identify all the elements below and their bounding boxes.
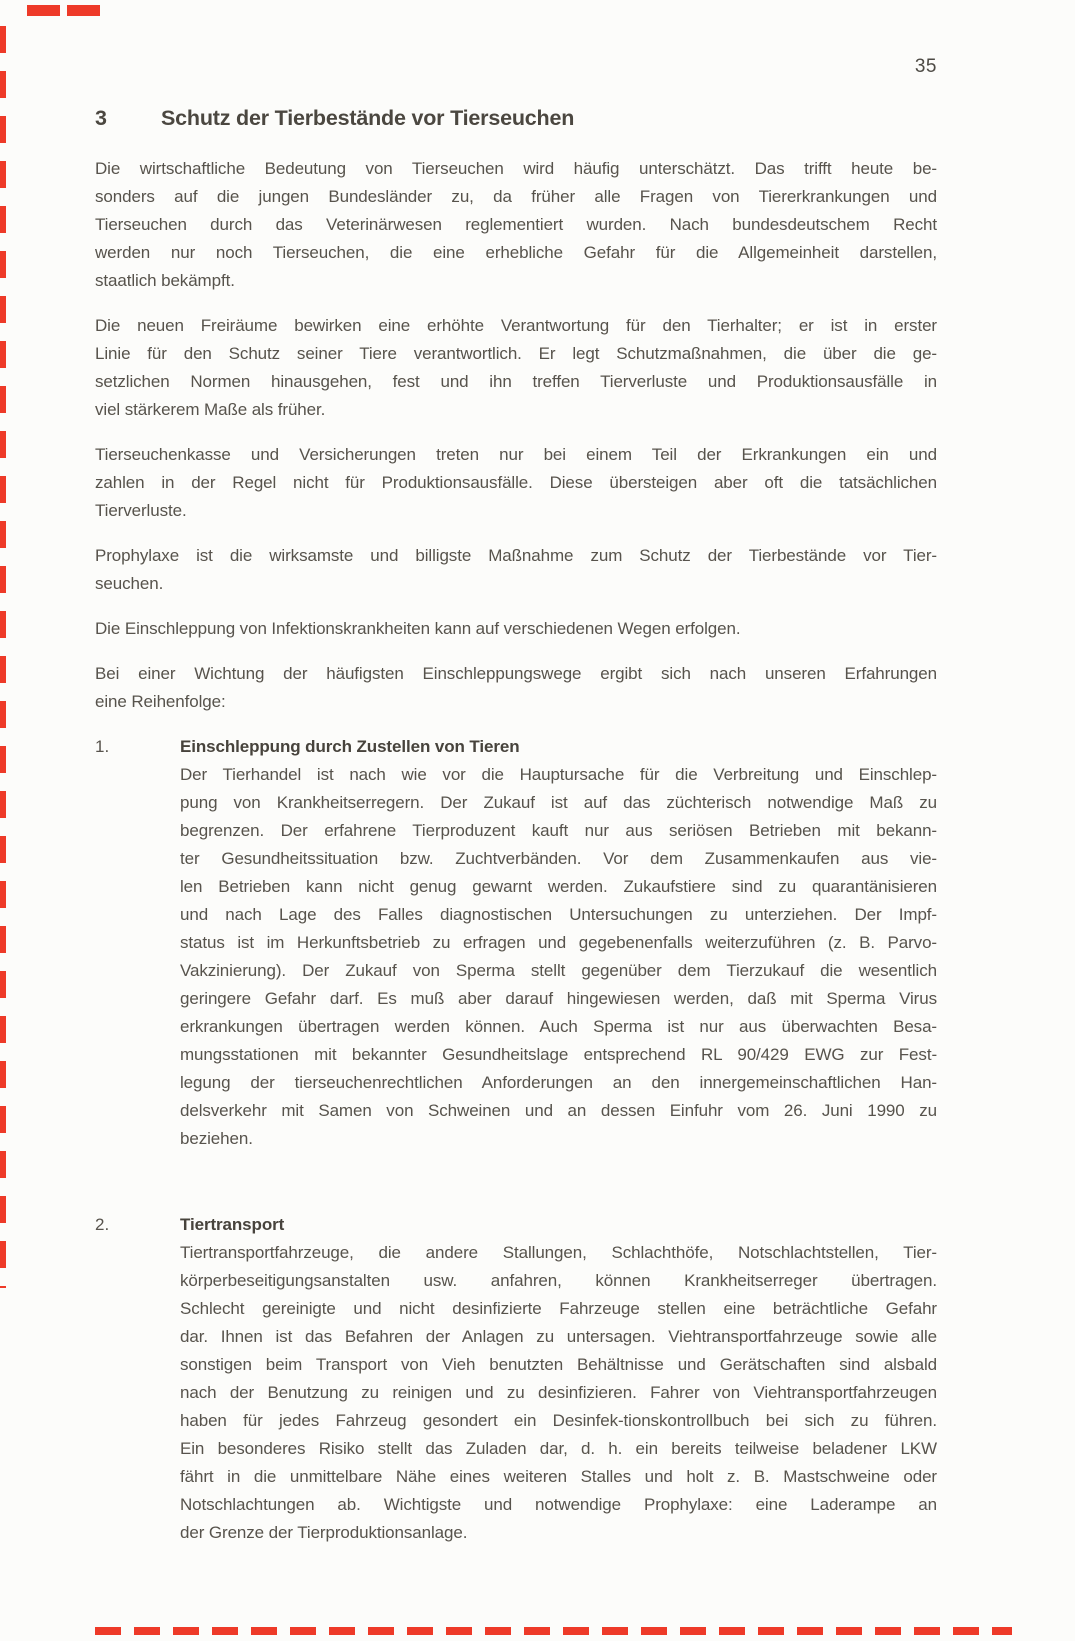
list-item-2-body: [180, 1211, 937, 1547]
text-line: setzlichen Normen hinausgehen, fest und ihn treffen Tierverluste und Produktionsausfälle in: [95, 372, 937, 391]
scan-mark-top-left: [27, 5, 100, 16]
list-item-2-number: 2.: [95, 1215, 110, 1234]
text-line: Vakzinierung). Der Zukauf von Sperma stellt gegenüber dem Tierzukauf die wesentlich: [180, 961, 937, 980]
page-content: [95, 56, 937, 1547]
text-line: Die Einschleppung von Infektionskrankheiten kann auf verschiedenen Wegen erfolgen.: [95, 619, 741, 638]
text-line: nach der Benutzung zu reinigen und zu desinfizieren. Fahrer von Viehtransportfahrzeugen: [180, 1383, 937, 1402]
text-line: haben für jedes Fahrzeug gesondert ein Desinfek-tionskontrollbuch bei sich zu führen.: [180, 1411, 937, 1430]
text-line: Ein besonderes Risiko stellt das Zuladen dar, d. h. ein bereits teilweise beladener LKW: [180, 1439, 937, 1458]
text-line: Bei einer Wichtung der häufigsten Einschleppungswege ergibt sich nach unseren Erfahrungen: [95, 664, 937, 683]
page-number: 35: [914, 56, 937, 77]
text-line: werden nur noch Tierseuchen, die eine erhebliche Gefahr für die Allgemeinheit darstellen,: [95, 243, 937, 262]
list-item-1-title: Einschleppung durch Zustellen von Tieren: [180, 737, 520, 756]
paragraph-5: [95, 615, 937, 643]
list-item-1-text: [180, 761, 937, 1153]
text-line: ter Gesundheitssituation bzw. Zuchtverbänden. Vor dem Zusammenkaufen aus vie-: [180, 849, 937, 868]
body-paragraphs: [95, 155, 937, 716]
text-line: Notschlachtungen ab. Wichtigste und notwendige Prophylaxe: eine Laderampe an: [180, 1495, 937, 1514]
scan-mark-left-edge: [0, 26, 6, 1288]
text-line: Tierseuchenkasse und Versicherungen treten nur bei einem Teil der Erkrankungen ein und: [95, 445, 937, 464]
text-line: Tierverluste.: [95, 501, 187, 520]
text-line: sonders auf die jungen Bundesländer zu, da früher alle Fragen von Tiererkrankungen und: [95, 187, 937, 206]
list-item-2: [95, 1211, 937, 1547]
text-line: geringere Gefahr darf. Es muß aber darauf hingewiesen werden, daß mit Sperma Virus: [180, 989, 937, 1008]
text-line: Der Tierhandel ist nach wie vor die Hauptursache für die Verbreitung und Einschlep-: [180, 765, 937, 784]
text-line: Prophylaxe ist die wirksamste und billigste Maßnahme zum Schutz der Tierbestände vor Tier-: [95, 546, 937, 565]
list-item-1-body: [180, 733, 937, 1153]
list-item-2-text: [180, 1239, 937, 1547]
text-line: zahlen in der Regel nicht für Produktionsausfälle. Diese übersteigen aber oft die tatsächlichen: [95, 473, 937, 492]
text-line: seuchen.: [95, 574, 164, 593]
list-item-1-number: 1.: [95, 737, 110, 756]
section-title: Schutz der Tierbestände vor Tierseuchen: [161, 106, 575, 130]
text-line: eine Reihenfolge:: [95, 692, 226, 711]
section-heading: [95, 106, 937, 131]
scan-mark-bottom-edge: [95, 1627, 1012, 1635]
text-line: dar. Ihnen ist das Befahren der Anlagen zu untersagen. Viehtransportfahrzeuge sowie alle: [180, 1327, 937, 1346]
text-line: fährt in die unmittelbare Nähe eines weiteren Stalles und holt z. B. Mastschweine oder: [180, 1467, 937, 1486]
paragraph-1: [95, 155, 937, 295]
text-line: Tiertransportfahrzeuge, die andere Stallungen, Schlachthöfe, Notschlachtstellen, Tier-: [180, 1243, 937, 1262]
text-line: Die wirtschaftliche Bedeutung von Tierseuchen wird häufig unterschätzt. Das trifft heute be-: [95, 159, 937, 178]
text-line: körperbeseitigungsanstalten usw. anfahren, können Krankheitserreger übertragen.: [180, 1271, 937, 1290]
text-line: begrenzen. Der erfahrene Tierproduzent kauft nur aus seriösen Betrieben mit bekann-: [180, 821, 937, 840]
text-line: len Betrieben kann nicht genug gewarnt werden. Zukaufstiere sind zu quarantänisieren: [180, 877, 937, 896]
list-item-2-title: Tiertransport: [180, 1215, 285, 1234]
paragraph-6: [95, 660, 937, 716]
text-line: der Grenze der Tierproduktionsanlage.: [180, 1523, 468, 1542]
text-line: mungsstationen mit bekannter Gesundheitslage entsprechend RL 90/429 EWG zur Fest-: [180, 1045, 937, 1064]
text-line: beziehen.: [180, 1129, 253, 1148]
text-line: und nach Lage des Falles diagnostischen Untersuchungen zu unterziehen. Der Impf-: [180, 905, 937, 924]
text-line: status ist im Herkunftsbetrieb zu erfragen und gegebenenfalls weiterzuführen (z. B. Parvo-: [180, 933, 937, 952]
paragraph-2: [95, 312, 937, 424]
text-line: Schlecht gereinigte und nicht desinfizierte Fahrzeuge stellen eine beträchtliche Gefahr: [180, 1299, 937, 1318]
text-line: pung von Krankheitserregern. Der Zukauf ist auf das züchterisch notwendige Maß zu: [180, 793, 937, 812]
text-line: erkrankungen übertragen werden können. Auch Sperma ist nur aus überwachten Besa-: [180, 1017, 937, 1036]
text-line: Linie für den Schutz seiner Tiere verantwortlich. Er legt Schutzmaßnahmen, die über die ge-: [95, 344, 937, 363]
text-line: sonstigen beim Transport von Vieh benutzten Behältnisse und Gerätschaften sind alsbald: [180, 1355, 937, 1374]
list-item-1: [95, 733, 937, 1153]
paragraph-3: [95, 441, 937, 525]
text-line: staatlich bekämpft.: [95, 271, 235, 290]
text-line: viel stärkerem Maße als früher.: [95, 400, 326, 419]
text-line: delsverkehr mit Samen von Schweinen und an dessen Einfuhr vom 26. Juni 1990 zu: [180, 1101, 937, 1120]
paragraph-4: [95, 542, 937, 598]
text-line: Die neuen Freiräume bewirken eine erhöhte Verantwortung für den Tierhalter; er ist in erster: [95, 316, 937, 335]
text-line: Tierseuchen durch das Veterinärwesen reglementiert wurden. Nach bundesdeutschem Recht: [95, 215, 937, 234]
section-number: 3: [95, 106, 107, 130]
text-line: legung der tierseuchenrechtlichen Anforderungen an den innergemeinschaftlichen Han-: [180, 1073, 937, 1092]
